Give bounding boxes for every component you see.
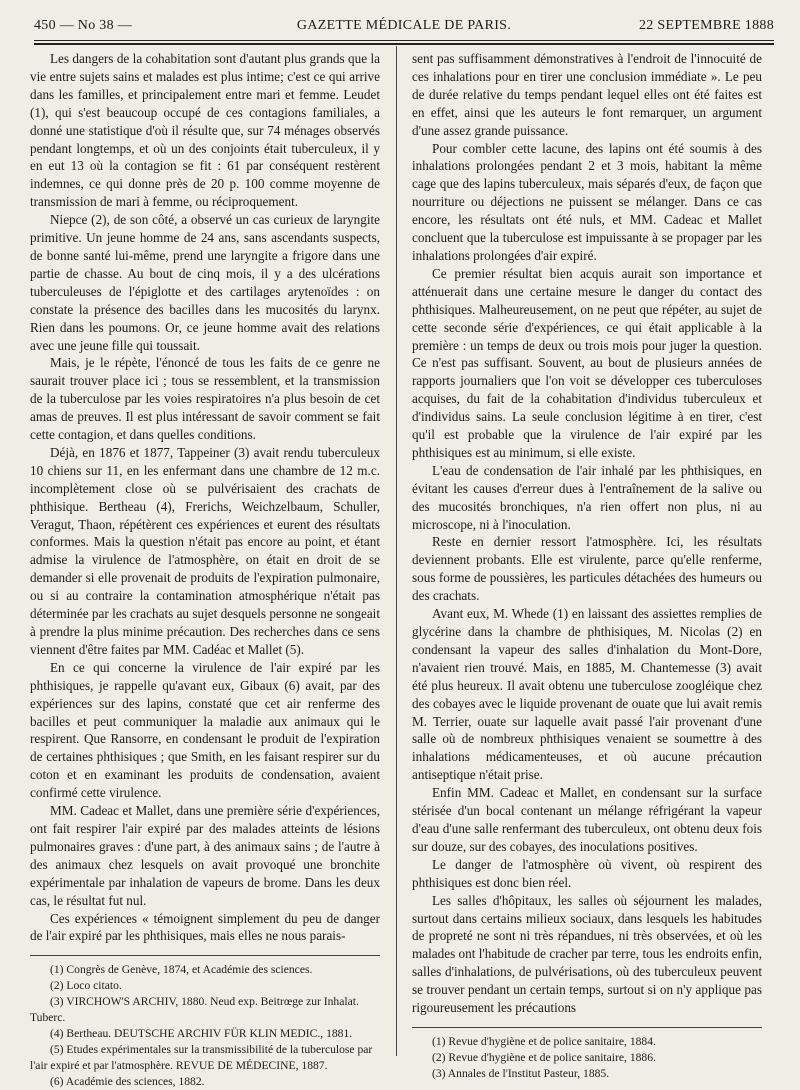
paragraph: Les salles d'hôpitaux, les salles où séjournent les malades, surtout dans certains milieux sociaux, dans lesquels les habitudes de propreté ne sont ni très répandues, ni très observées, et où les malades ont l'habitude de cracher par terre, tous les endroits enfin, salles d'inhalations, de pulvérisations, où des tuberculeux peuvent se trouver pendant un certain temps, surtout si on n'y applique pas rigoureusement les précautions	[412, 892, 762, 1016]
footnote: (5) Etudes expérimentales sur la transmissibilité de la tuberculose par l'air expiré et par l'atmosphère. REVUE DE MÉDECINE, 1887.	[30, 1043, 373, 1073]
footnote: (4) Bertheau. DEUTSCHE ARCHIV FÜR KLIN MEDIC., 1881.	[50, 1027, 353, 1041]
footnote: (6) Académie des sciences, 1882.	[50, 1075, 205, 1089]
right-column	[412, 50, 762, 1080]
paragraph: sent pas suffisamment démonstratives à l'endroit de l'innocuité de ces inhalations pour en tirer une conclusion immédiate ». Le peu de durée relative du temps pendant lequel elles ont été faites est en effet, ainsi que les auteurs le font remarquer, un argument d'une assez grande puissance.	[412, 51, 762, 138]
page-header	[34, 14, 774, 40]
paragraph: En ce qui concerne la virulence de l'air expiré par les phthisiques, je rappelle qu'avant eux, Gibaux (6) avait, par des expériences sur des lapins, constaté que cet air renferme des bacilles et peut communiquer la maladie aux animaux qui le respirent. Que Ransorre, en condensant le produit de l'expiration de certaines phthisiques ; que Smith, en les faisant respirer sur du coton et en examinant les produits de condensation, avaient confirmé cette virulence.	[30, 659, 380, 801]
footnote: (1) Revue d'hygiène et de police sanitaire, 1884.	[432, 1034, 656, 1048]
footnote: (1) Congrès de Genève, 1874, et Académie des sciences.	[50, 963, 313, 977]
paragraph: Pour combler cette lacune, des lapins ont été soumis à des inhalations prolongées pendant 2 et 3 mois, habitant la même cage que des lapins tuberculeux, mais séparés d'eux, de façon que nourriture ou déjections ne puissent se mélanger. Dans ce cas encore, les résultats ont été nuls, et MM. Cadeac et Mallet concluent que la tuberculose est impuissante à se propager par les inhalations prolongées d'air expiré.	[412, 140, 762, 263]
paragraph: Reste en dernier ressort l'atmosphère. Ici, les résultats deviennent probants. Elle est virulente, parce qu'elle renferme, sous forme de poussières, les particules détachées des humeurs ou des crachats.	[412, 534, 762, 604]
header-rule-thick	[34, 43, 774, 45]
footnote: (3) VIRCHOW'S ARCHIV, 1880. Neud exp. Beitrœge zur Inhalat. Tuberc.	[30, 995, 359, 1025]
page-number: 450 — No 38 —	[34, 18, 133, 33]
paragraph: Le danger de l'atmosphère où vivent, où respirent des phthisiques est donc bien réel.	[412, 856, 762, 890]
paragraph: Avant eux, M. Whede (1) en laissant des assiettes remplies de glycérine dans la chambre de phthisiques, M. Nicolas (2) en condensant la vapeur des salles d'inhalation du Mont-Dore, n'avaient rien trouvé. Mais, en 1885, M. Chantemesse (3) avait été plus heureux. Il avait obtenu une tuberculose zoogléique chez des cobayes avec le liquide provenant de ouate que lui avait remis M. Terrier, ouate sur laquelle avait passé l'air provenant d'une salle où de nombreux phthisiques venaient se soumettre à des inhalations médicamenteuses, et où aucune précaution antiseptique n'était prise.	[412, 606, 762, 783]
paragraph: L'eau de condensation de l'air inhalé par les phthisiques, en évitant les causes d'erreur dues à l'entraînement de la salive ou des mucosités bronchiques, n'a rien offert non plus, ni au microscope, ni à l'inoculation.	[412, 462, 762, 532]
paragraph: Ce premier résultat bien acquis aurait son importance et atténuerait dans une certaine mesure le danger du contact des phthisiques. Malheureusement, on ne peut que répéter, au sujet de cette seconde série d'expériences, ce qui était applicable à la première : un temps de deux ou trois mois pour juger la question. Ce n'est pas suffisant. Souvent, au bout de plusieurs années de rapports journaliers que l'on voit se développer ces tuberculoses acquises, du fait de la cohabitation d'individus tuberculeux et d'individus sains. La seule conclusion légitime à en tirer, c'est qu'il est probable que la virulence de l'air expiré par les phthisiques est au minimum, si elle existe.	[412, 265, 762, 460]
header-rule	[34, 40, 774, 41]
paragraph: Déjà, en 1876 et 1877, Tappeiner (3) avait rendu tuberculeux 10 chiens sur 11, en les enfermant dans une chambre de 12 m.c. incomplètement close où se pulvérisaient des crachats de phthisique. Bertheau (4), Frerichs, Weichzelbaum, Schuller, Veragut, Thaon, répétèrent ces expériences et eurent des résultats conformes. Mais la question n'était pas encore au point, et étant admise la virulence de l'atmosphère, on était en droit de se demander si elle provenait de produits de l'expiration pulmonaire, ou si au contraire la contamination atmosphérique n'était pas déterminée par les crachats au sujet desquels personne ne songeait à prendre la plus minime précaution. Des recherches dans ce sens viennent d'être faites par MM. Cadéac et Mallet (5).	[30, 444, 380, 657]
paragraph: Les dangers de la cohabitation sont d'autant plus grands que la vie entre sujets sains et malades est plus intime; c'est ce qui arrive dans les familles, et principalement entre mari et femme. Leudet (1), qui s'est beaucoup occupé de ces contagions familiales, a donné une statistique d'où il résulte que, sur 74 ménages observés pendant longtemps, et où un des conjoints était tuberculeux, il y en eut 13 où la contagion se fit : 61 par conséquent restèrent indemnes, ce qui donne près de 20 p. 100 comme moyenne de transmission de mari à femme, ou réciproquement.	[30, 51, 380, 210]
footnote: (2) Revue d'hygiène et de police sanitaire, 1886.	[432, 1050, 656, 1064]
footnote-separator	[412, 1027, 762, 1028]
paragraph: Ces expériences « témoignent simplement du peu de danger de l'air expiré par les phthisiques, mais elles ne nous parais-	[30, 910, 380, 944]
paragraph: MM. Cadeac et Mallet, dans une première série d'expériences, ont fait respirer l'air expiré par des malades atteints de lésions pulmonaires graves : d'une part, à des animaux sains ; de l'autre à des animaux chez lesquels on avait provoqué une bronchite expérimentale par inhalation de vapeurs de brome. Dans les deux cas, le résultat fut nul.	[30, 803, 380, 908]
paragraph: Mais, je le répète, l'énoncé de tous les faits de ce genre ne saurait trouver place ici ; tous se ressemblent, et la transmission de la tuberculose par les voies respiratoires n'a plus besoin de cet amas de preuves. Il est plus intéressant de savoir comment se fait cette contagion, et dans quelles conditions.	[30, 355, 380, 443]
column-divider	[396, 46, 397, 1056]
issue-date: 22 SEPTEMBRE 1888	[638, 18, 774, 33]
footnote-separator	[30, 955, 380, 956]
journal-title: GAZETTE MÉDICALE DE PARIS.	[296, 18, 512, 33]
footnote: (2) Loco citato.	[50, 979, 122, 993]
footnote: (3) Annales de l'Institut Pasteur, 1885.	[432, 1066, 610, 1080]
paragraph: Niepce (2), de son côté, a observé un cas curieux de laryngite primitive. Un jeune homme de 24 ans, sans ascendants suspects, de bonne santé lui-même, prend une laryngite a frigore dans une partie de chasse. Au bout de cinq mois, il y a des ulcérations tuberculeuses de l'épiglotte et des cartilages arytenoïdes : on constate la présence des bacilles dans les mucosités du larynx. Rien dans les poumons. Or, ce jeune homme avait des relations avec une jeune fille qui toussait.	[30, 212, 380, 353]
paragraph: Enfin MM. Cadeac et Mallet, en condensant sur la surface stérisée d'un bocal contenant un mélange réfrigérant la vapeur d'eau d'une salle renfermant des tuberculeux, ont obtenu deux fois sur douze, sur des cobayes, des inoculations positives.	[412, 785, 762, 854]
left-column	[30, 50, 380, 1089]
